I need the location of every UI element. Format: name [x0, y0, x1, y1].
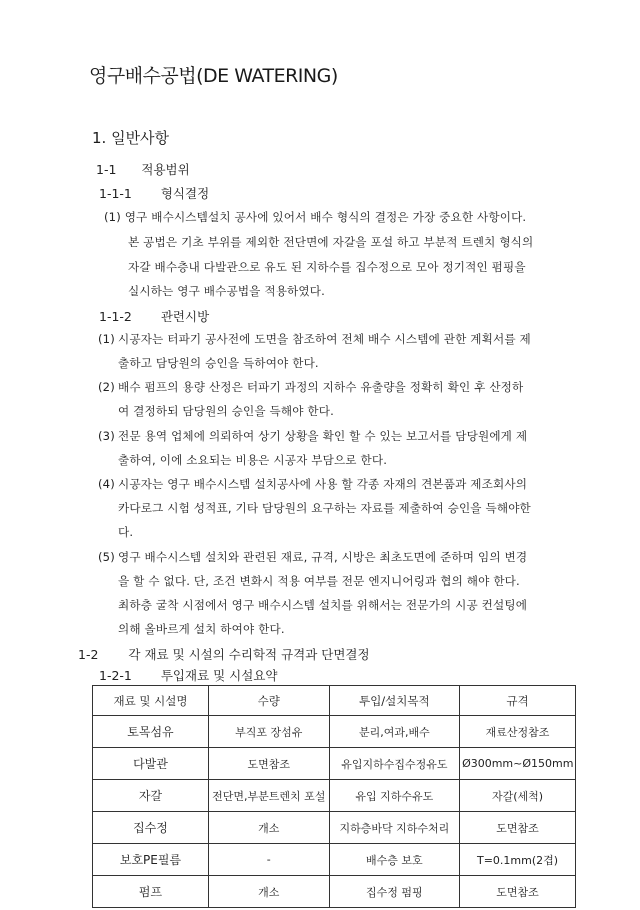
subsection-1-1: [96, 160, 190, 178]
table-cell: 펌프: [93, 876, 209, 908]
list-item-line: 시공자는 터파기 공사전에 도면을 참조하여 전체 배수 시스템에 관한 계획서를 제: [118, 332, 531, 346]
table-cell: 개소: [208, 876, 329, 908]
list-item-number: (5): [98, 550, 115, 564]
paragraph-line: 본 공법은 기초 부위를 제외한 전단면에 자갈을 포설 하고 부분적 트렌치 형식의: [128, 235, 534, 249]
subsection-1-1-2-label: 관련시방: [160, 309, 210, 324]
subsection-1-2-number: 1-2: [78, 647, 99, 662]
subsection-1-1-1-label: 형식결정: [160, 186, 210, 201]
list-item-line: 을 할 수 없다. 단, 조건 변화시 적용 여부를 전문 엔지니어링과 협의 해야 한다.: [118, 574, 520, 588]
table-cell: 지하층바닥 지하수처리: [329, 812, 459, 844]
table-cell: 보호PE필름: [93, 844, 209, 876]
table-row: [93, 844, 576, 876]
subsection-1-1-1: [99, 184, 209, 202]
table-cell: 토목섬유: [93, 716, 209, 748]
list-item-number: (1): [98, 332, 115, 346]
materials-table: [92, 685, 576, 908]
table-cell: 자갈(세척): [460, 780, 576, 812]
table-cell: 전단면,부분트렌치 포설: [208, 780, 329, 812]
table-cell: 유입 지하수유도: [329, 780, 459, 812]
subsection-1-1-label: 적용범위: [141, 162, 190, 177]
table-cell: 집수정: [93, 812, 209, 844]
table-cell: 도면참조: [208, 748, 329, 780]
subsection-1-2-1: [99, 666, 277, 684]
table-cell: 분리,여과,배수: [329, 716, 459, 748]
list-item-line: 전문 용역 업체에 의뢰하여 상기 상황을 확인 할 수 있는 보고서를 담당원에게 제: [118, 429, 528, 443]
list-item-number: (4): [98, 477, 115, 491]
subsection-1-2: [78, 645, 370, 663]
list-item-line: 카다로그 시험 성적표, 기타 담당원의 요구하는 자료를 제출하여 승인을 득해야한: [118, 501, 531, 515]
table-row: [93, 716, 576, 748]
paragraph-line: (1) 영구 배수시스템설치 공사에 있어서 배수 형식의 결정은 가장 중요한 사항이다.: [104, 210, 527, 224]
page-title: 영구배수공법(DE WATERING): [89, 65, 338, 87]
list-item-2: [98, 379, 523, 395]
subsection-1-1-2-number: 1-1-2: [99, 309, 132, 324]
table-cell: 배수층 보호: [329, 844, 459, 876]
list-item-number: (3): [98, 429, 115, 443]
list-item-line: 의해 올바르게 설치 하여야 한다.: [118, 622, 285, 636]
table-cell: 개소: [208, 812, 329, 844]
list-item-line: 시공자는 영구 배수시스템 설치공사에 사용 할 각종 자재의 견본품과 제조회사의: [118, 477, 528, 491]
list-item-line: 다.: [118, 525, 134, 539]
list-item-number: (2): [98, 380, 115, 394]
list-item-4: [98, 476, 527, 492]
table-cell: 유입지하수집수정유도: [329, 748, 459, 780]
paragraph-line: 실시하는 영구 배수공법을 적용하였다.: [128, 284, 325, 298]
list-item-5: [98, 549, 527, 565]
subsection-1-1-number: 1-1: [96, 162, 117, 177]
subsection-1-1-2: [99, 307, 209, 325]
table-cell: 도면참조: [460, 876, 576, 908]
table-cell: 다발관: [93, 748, 209, 780]
section-heading-1: 1. 일반사항: [92, 129, 170, 147]
list-item-line: 출하여, 이에 소요되는 비용은 시공자 부담으로 한다.: [118, 453, 388, 467]
table-cell: 자갈: [93, 780, 209, 812]
table-row: [93, 748, 576, 780]
table-header-cell: 투입/설치목적: [329, 686, 459, 716]
list-item-1: [98, 331, 531, 347]
list-item-line: 출하고 담당원의 승인을 득하여야 한다.: [118, 356, 319, 370]
table-cell: 집수정 펌핑: [329, 876, 459, 908]
table-cell: Ø300mm~Ø150mm: [460, 748, 576, 780]
table-header-cell: 수량: [208, 686, 329, 716]
table-row: [93, 780, 576, 812]
subsection-1-1-1-number: 1-1-1: [99, 186, 132, 201]
table-row: [93, 812, 576, 844]
table-header-cell: 재료 및 시설명: [93, 686, 209, 716]
list-item-line: 배수 펌프의 용량 산정은 터파기 과정의 지하수 유출량을 정확히 확인 후 산정하: [118, 380, 524, 394]
list-item-line: 최하층 굴착 시점에서 영구 배수시스템 설치를 위해서는 전문가의 시공 컨설팅에: [118, 598, 528, 612]
list-item-line: 여 결정하되 담당원의 승인을 득해야 한다.: [118, 404, 334, 418]
paragraph-line: 자갈 배수층내 다발관으로 유도 된 지하수를 집수정으로 모아 정기적인 펌핑을: [128, 260, 526, 274]
subsection-1-2-1-label: 투입재료 및 시설요약: [160, 668, 278, 683]
table-cell: -: [208, 844, 329, 876]
table-cell: 도면참조: [460, 812, 576, 844]
table-header-row: [93, 686, 576, 716]
table-row: [93, 876, 576, 908]
subsection-1-2-1-number: 1-2-1: [99, 668, 132, 683]
table-cell: 부직포 장섬유: [208, 716, 329, 748]
table-cell: T=0.1mm(2겹): [460, 844, 576, 876]
table-cell: 재료산정참조: [460, 716, 576, 748]
list-item-line: 영구 배수시스템 설치와 관련된 재료, 규격, 시방은 최초도면에 준하며 임의 변경: [118, 550, 528, 564]
subsection-1-2-label: 각 재료 및 시설의 수리학적 규격과 단면결정: [128, 647, 370, 662]
table-header-cell: 규격: [460, 686, 576, 716]
list-item-3: [98, 428, 527, 444]
